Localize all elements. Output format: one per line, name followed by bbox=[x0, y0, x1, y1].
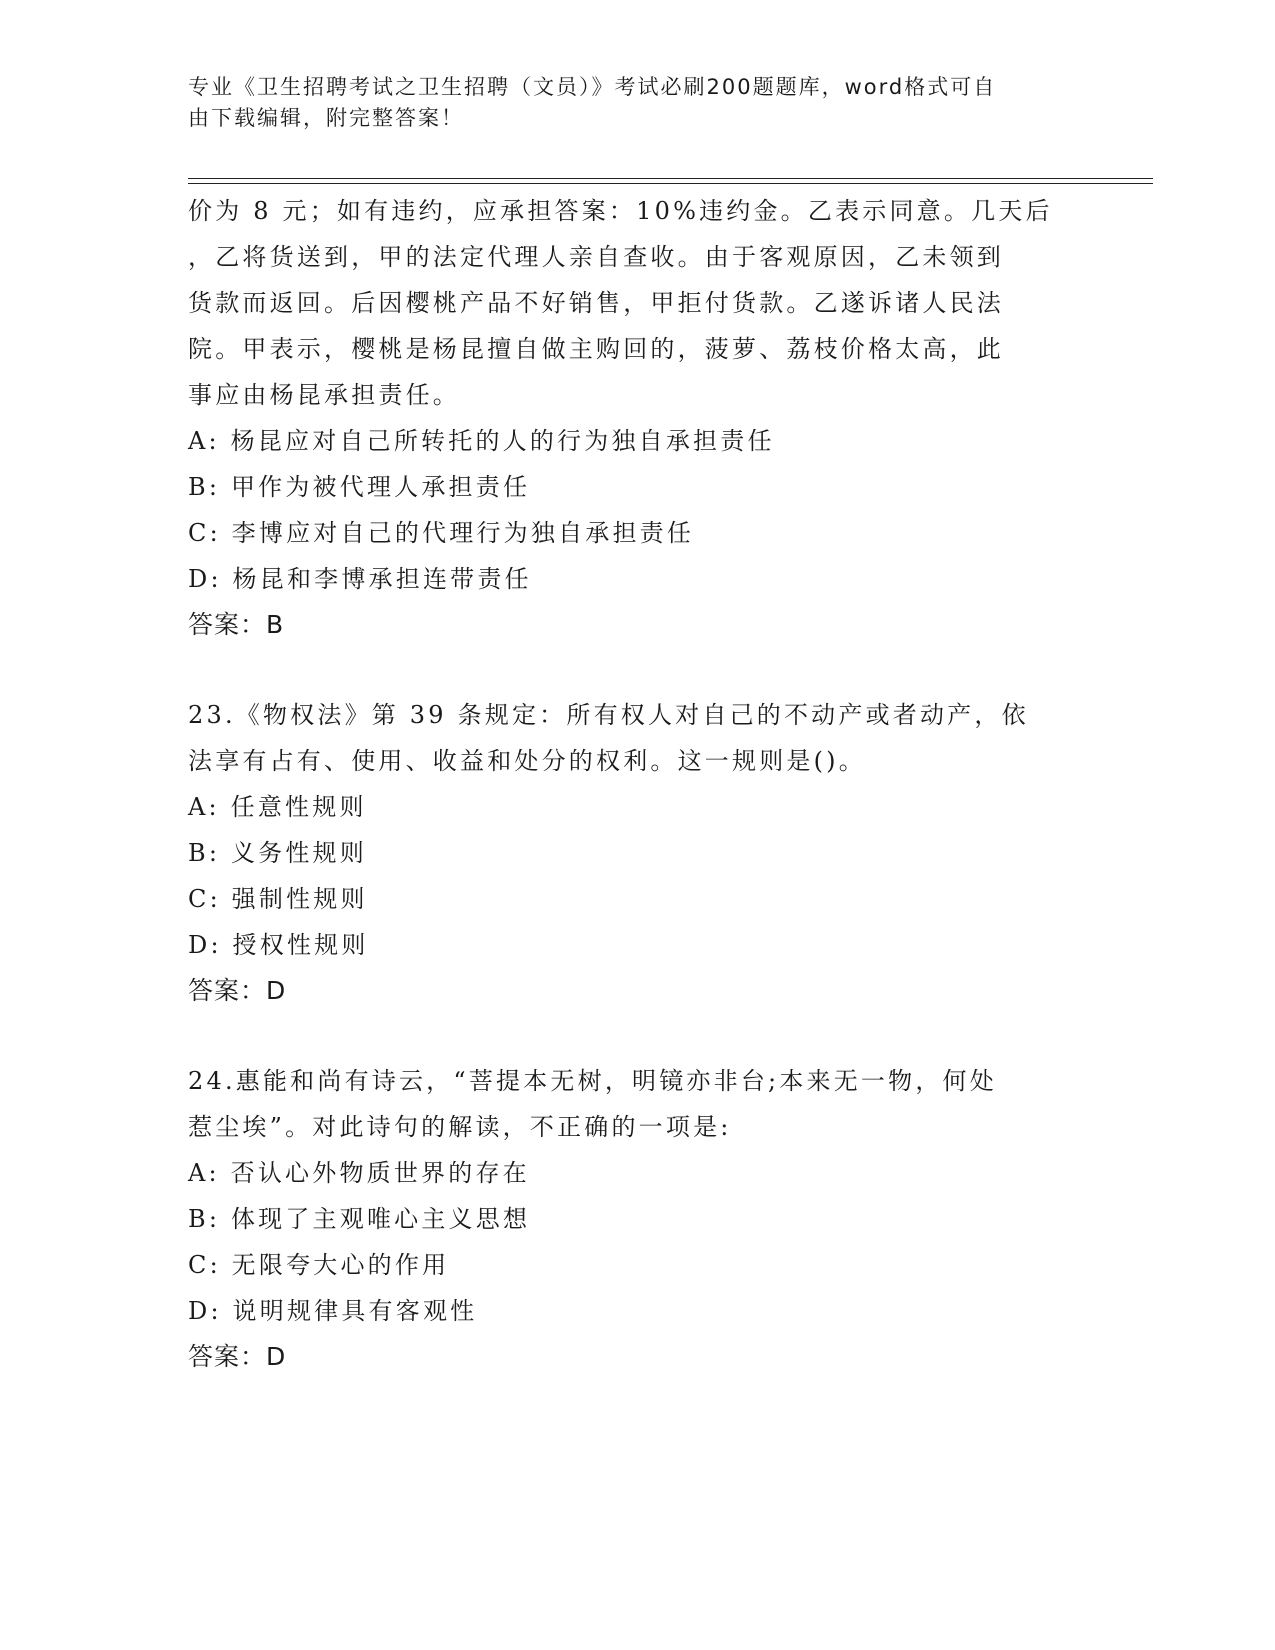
option-d: D: 说明规律具有客观性 bbox=[188, 1297, 478, 1325]
question-block bbox=[188, 1058, 1068, 1380]
option-c: C: 李博应对自己的代理行为独自承担责任 bbox=[188, 519, 695, 547]
question-block bbox=[188, 188, 1068, 648]
header-title-line-1: 专业《卫生招聘考试之卫生招聘（文员）》考试必刷200题题库，word格式可自 bbox=[188, 75, 997, 99]
option-a: A: 杨昆应对自己所转托的人的行为独自承担责任 bbox=[188, 427, 775, 455]
question-spacer bbox=[188, 1014, 1068, 1058]
question-text-line: 24.惠能和尚有诗云，“菩提本无树，明镜亦非台;本来无一物，何处 bbox=[188, 1067, 997, 1095]
document-header bbox=[188, 72, 1068, 134]
option-c: C: 强制性规则 bbox=[188, 885, 368, 913]
option-b: B: 甲作为被代理人承担责任 bbox=[188, 473, 531, 501]
header-title-line-2: 由下载编辑，附完整答案！ bbox=[188, 106, 464, 130]
answer-line: 答案：B bbox=[188, 610, 285, 639]
question-text-line: 惹尘埃”。对此诗句的解读，不正确的一项是: bbox=[188, 1113, 732, 1141]
answer-line: 答案：D bbox=[188, 976, 287, 1005]
question-text-line: 院。甲表示，樱桃是杨昆擅自做主购回的，菠萝、荔枝价格太高，此 bbox=[188, 335, 1004, 363]
question-text-line: 事应由杨昆承担责任。 bbox=[188, 381, 460, 409]
question-content bbox=[188, 188, 1068, 1380]
question-text-line: ，乙将货送到，甲的法定代理人亲自查收。由于客观原因，乙未领到 bbox=[188, 243, 1004, 271]
answer-line: 答案：D bbox=[188, 1342, 287, 1371]
option-b: B: 体现了主观唯心主义思想 bbox=[188, 1205, 531, 1233]
option-d: D: 杨昆和李博承担连带责任 bbox=[188, 565, 532, 593]
question-spacer bbox=[188, 648, 1068, 692]
question-text-line: 法享有占有、使用、收益和处分的权利。这一规则是()。 bbox=[188, 747, 866, 775]
option-a: A: 否认心外物质世界的存在 bbox=[188, 1159, 530, 1187]
option-b: B: 义务性规则 bbox=[188, 839, 367, 867]
question-text-line: 价为 8 元；如有违约，应承担答案：10%违约金。乙表示同意。几天后 bbox=[188, 197, 1053, 225]
option-d: D: 授权性规则 bbox=[188, 931, 369, 959]
header-double-rule bbox=[188, 178, 1153, 184]
question-text-line: 23.《物权法》第 39 条规定：所有权人对自己的不动产或者动产，依 bbox=[188, 701, 1029, 729]
question-text-line: 货款而返回。后因樱桃产品不好销售，甲拒付货款。乙遂诉诸人民法 bbox=[188, 289, 1004, 317]
option-c: C: 无限夸大心的作用 bbox=[188, 1251, 450, 1279]
option-a: A: 任意性规则 bbox=[188, 793, 367, 821]
question-block bbox=[188, 692, 1068, 1014]
